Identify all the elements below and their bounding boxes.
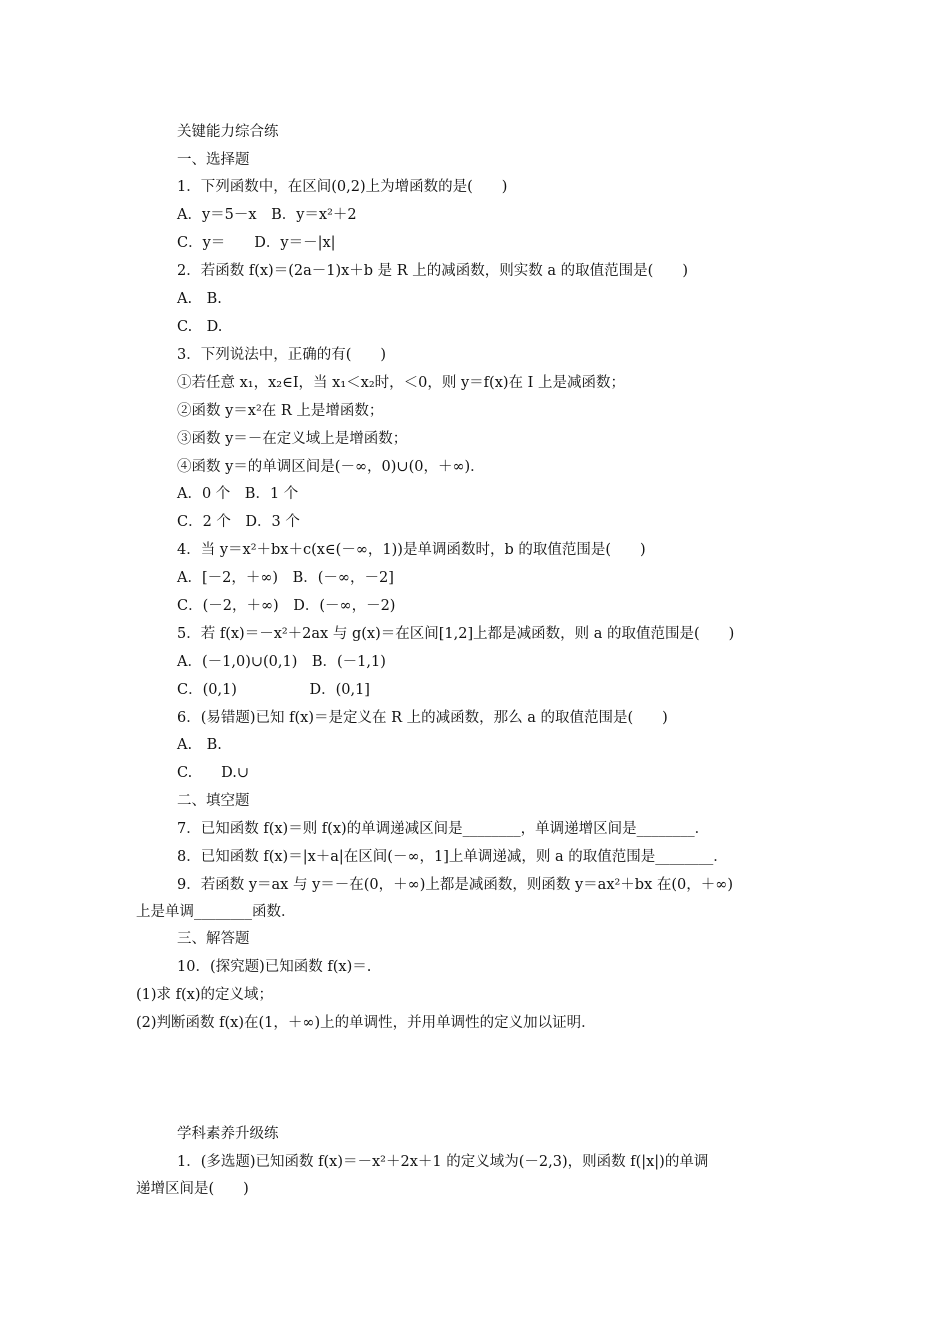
section-title-key-ability: 关键能力综合练 (177, 124, 279, 140)
question-10: 10．(探究题)已知函数 f(x)＝. (177, 959, 372, 975)
heading-multiple-choice: 一、选择题 (177, 152, 250, 168)
section-title-literacy: 学科素养升级练 (177, 1126, 279, 1142)
question-1: 1．下列函数中，在区间(0,2)上为增函数的是( ) (177, 179, 508, 195)
question-3-options-cd: C．2 个 D．3 个 (177, 514, 300, 530)
heading-fill-in-blank: 二、填空题 (177, 793, 250, 809)
question-6-options-ab: A. B. (177, 737, 222, 753)
question-5: 5．若 f(x)＝－x²＋2ax 与 g(x)＝在区间[1,2]上都是减函数，则 a 的取值范围是( ) (177, 626, 735, 642)
question-4-options-ab: A．[－2，＋∞) B．(－∞，－2] (177, 570, 394, 586)
question-7: 7．已知函数 f(x)＝则 f(x)的单调递减区间是________，单调递增区间是________． (177, 821, 710, 837)
question-3-statement-3: ③函数 y＝－在定义域上是增函数； (177, 431, 408, 447)
question-2-options-cd: C. D. (177, 319, 223, 335)
heading-answer-questions: 三、解答题 (177, 931, 250, 947)
question-4-options-cd: C．(－2，＋∞) D．(－∞，－2) (177, 598, 396, 614)
question-3-statement-2: ②函数 y＝x²在 R 上是增函数； (177, 403, 384, 419)
question-10-part-2: (2)判断函数 f(x)在(1，＋∞)上的单调性，并用单调性的定义加以证明． (136, 1015, 596, 1031)
question-8: 8．已知函数 f(x)＝|x＋a|在区间(－∞，1]上单调递减，则 a 的取值范围是________． (177, 849, 728, 865)
question-5-options-cd: C．(0,1) D．(0,1] (177, 682, 370, 698)
question-3: 3．下列说法中，正确的有( ) (177, 347, 387, 363)
literacy-question-1: 1．(多选题)已知函数 f(x)＝－x²＋2x＋1 的定义域为(－2,3)，则函数 f(|x|)的单调 (177, 1154, 709, 1170)
question-3-statement-4: ④函数 y＝的单调区间是(－∞，0)∪(0，＋∞)． (177, 459, 485, 475)
question-10-part-1: (1)求 f(x)的定义域； (136, 987, 274, 1003)
literacy-question-1-continued: 递增区间是( ) (136, 1181, 249, 1197)
question-4: 4．当 y＝x²＋bx＋c(x∈(－∞，1))是单调函数时，b 的取值范围是( ) (177, 542, 646, 558)
question-5-options-ab: A．(－1,0)∪(0,1) B．(－1,1) (177, 654, 386, 670)
question-6-options-cd: C. D.∪ (177, 765, 250, 781)
question-1-options-cd: C．y＝ D．y＝－|x| (177, 235, 336, 251)
question-2-options-ab: A. B. (177, 291, 222, 307)
question-9: 9．若函数 y＝ax 与 y＝－在(0，＋∞)上都是减函数，则函数 y＝ax²＋bx 在(0，＋∞) (177, 877, 733, 893)
question-6: 6．(易错题)已知 f(x)＝是定义在 R 上的减函数，那么 a 的取值范围是( ) (177, 710, 668, 726)
question-3-options-ab: A．0 个 B．1 个 (177, 486, 299, 502)
question-1-options-ab: A．y＝5－x B．y＝x²＋2 (177, 207, 357, 223)
question-9-continued: 上是单调________函数． (136, 904, 296, 920)
question-3-statement-1: ①若任意 x₁，x₂∈I，当 x₁＜x₂时，＜0，则 y＝f(x)在 I 上是减函数； (177, 375, 625, 391)
question-2: 2．若函数 f(x)＝(2a－1)x＋b 是 R 上的减函数，则实数 a 的取值范围是( ) (177, 263, 688, 279)
